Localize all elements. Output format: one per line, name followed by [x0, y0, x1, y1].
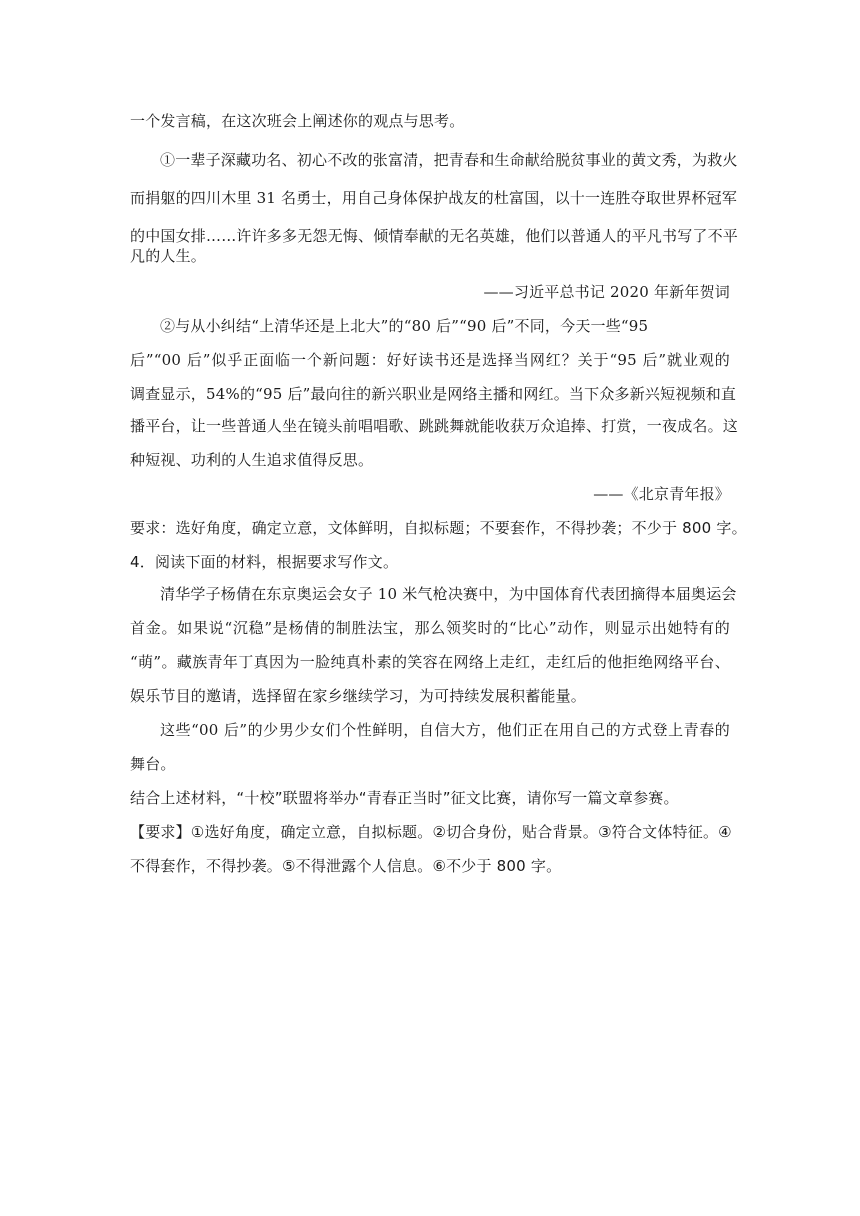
question4-requirements-line-1: 【要求】①选好角度，确定立意，自拟标题。②切合身份，贴合背景。③符合文体特征。④: [130, 823, 732, 841]
material1-source: ——习近平总书记 2020 年新年贺词: [483, 283, 730, 301]
question4-para2-line-1: 这些“00 后”的少男少女们个性鲜明，自信大方，他们正在用自己的方式登上青春的: [160, 721, 730, 739]
material2-line-2: 后”“00 后”似乎正面临一个新问题：好好读书还是选择当网红？关于“95 后”就业观的: [130, 351, 730, 369]
question4-para1-line-3: “萌”。藏族青年丁真因为一脸纯真朴素的笑容在网络上走红，走红后的他拒绝网络平台、: [130, 653, 730, 671]
material2-line-4: 播平台，让一些普通人坐在镜头前唱唱歌、跳跳舞就能收获万众追捧、打赏，一夜成名。这: [130, 417, 739, 435]
question4-heading: 4．阅读下面的材料，根据要求写作文。: [130, 553, 399, 571]
material2-source: ——《北京青年报》: [593, 485, 730, 503]
material2-line-1: ②与从小纠结“上清华还是上北大”的“80 后”“90 后”不同，今天一些“95: [160, 317, 649, 335]
material1-line-3: 的中国女排……许许多多无怨无悔、倾情奉献的无名英雄，他们以普通人的平凡书写了不平: [130, 227, 739, 245]
requirement-3: 要求：选好角度，确定立意，文体鲜明，自拟标题；不要套作，不得抄袭；不少于 800 字。: [130, 519, 747, 537]
material2-line-5: 种短视、功利的人生追求值得反思。: [130, 451, 374, 469]
question4-para2-line-2: 舞台。: [130, 755, 176, 773]
question4-para1-line-2: 首金。如果说“沉稳”是杨倩的制胜法宝，那么领奖时的“比心”动作，则显示出她特有的: [130, 619, 730, 637]
intro-line: 一个发言稿，在这次班会上阐述你的观点与思考。: [130, 112, 465, 130]
question4-para1-line-1: 清华学子杨倩在东京奥运会女子 10 米气枪决赛中，为中国体育代表团摘得本届奥运会: [160, 585, 737, 603]
question4-para1-line-4: 娱乐节目的邀请，选择留在家乡继续学习，为可持续发展积蓄能量。: [130, 687, 587, 705]
material1-line-2: 而捐躯的四川木里 31 名勇士，用自己身体保护战友的杜富国，以十一连胜夺取世界杯冠军: [130, 189, 738, 207]
material1-line-1: ①一辈子深藏功名、初心不改的张富清，把青春和生命献给脱贫事业的黄文秀，为救火: [160, 151, 738, 169]
question4-task: 结合上述材料，“十校”联盟将举办“青春正当时”征文比赛，请你写一篇文章参赛。: [130, 789, 679, 807]
question4-requirements-line-2: 不得套作，不得抄袭。⑤不得泄露个人信息。⑥不少于 800 字。: [130, 857, 562, 875]
material2-line-3: 调查显示，54%的“95 后”最向往的新兴职业是网络主播和网红。当下众多新兴短视频和直: [130, 385, 737, 403]
material1-line-4: 凡的人生。: [130, 247, 207, 265]
document-page: [130, 0, 747, 1216]
